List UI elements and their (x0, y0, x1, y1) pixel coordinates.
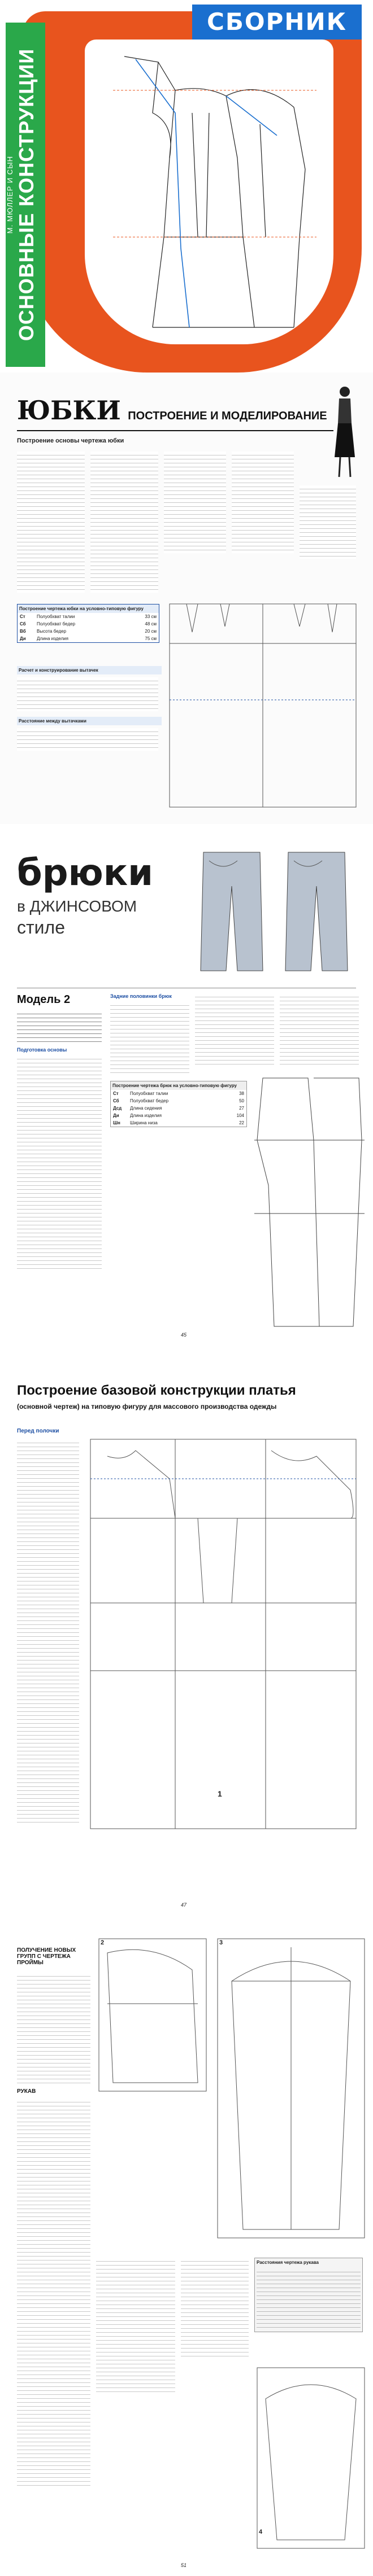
skirts-table-row: Ст Полуобхват талии 33 см (20, 614, 157, 619)
jeans-table-title: Построение чертежа брюк на условно-типовую фигуру (111, 1081, 246, 1090)
skirts-note-body-2 (17, 728, 158, 751)
sleeve-figure-2 (96, 1936, 209, 2094)
dress-text-col (17, 1439, 79, 1823)
sleeve-text-col-1 (17, 1973, 90, 2086)
skirts-table-row: Вб Высота бедер 20 см (20, 629, 157, 634)
sleeve-table-body (257, 2268, 361, 2328)
jeans-table-row: Сб Полуобхват бедер 50 (113, 1098, 244, 1103)
sleeve-figure-4 (254, 2365, 367, 2551)
jeans-table-row: Шн Ширина низа 22 (113, 1120, 244, 1125)
skirts-text-col-5 (300, 485, 356, 559)
cover-pattern-drawing (90, 45, 328, 339)
skirts-note-2: Расстояние между вытачками (17, 717, 162, 725)
jeans-intro (17, 1010, 102, 1044)
jeans-illustration (192, 847, 362, 976)
jeans-text-col-3 (195, 993, 274, 1067)
dress-subsection: Перед полочки (17, 1428, 59, 1434)
jeans-subtitle-2: стиле (17, 917, 65, 937)
skirts-note-1: Расчет и конструирование вытачек (17, 666, 162, 674)
skirts-note-body (17, 677, 158, 711)
jeans-title: брюки (17, 852, 153, 894)
sleeve-figure-label-4: 4 (259, 2529, 263, 2535)
skirts-table-title: Построение чертежа юбки на условно-типовую фигуру (18, 604, 159, 613)
cover-badge-text: СБОРНИК (207, 8, 347, 36)
skirts-title: ЮБКИ (17, 395, 121, 426)
sleeve-section-1: ПОЛУЧЕНИЕ НОВЫХ ГРУПП С ЧЕРТЕЖА ПРОЙМЫ (17, 1947, 76, 1966)
skirts-table-row: Ди Длина изделия 75 см (20, 636, 157, 641)
sleeve-text-col-3 (96, 2258, 175, 2393)
dress-page-number: 47 (181, 1902, 187, 1908)
sleeve-text-col-2 (17, 2099, 90, 2488)
sleeve-section-2: РУКАВ (17, 2088, 36, 2095)
skirts-header-rule (17, 430, 333, 431)
jeans-text-col-1 (17, 1055, 102, 1270)
jeans-subtitle-1: в ДЖИНСОВОМ (17, 897, 137, 915)
jeans-model: Модель 2 (17, 993, 71, 1006)
skirts-fashion-figure (322, 384, 367, 480)
skirts-page (0, 373, 373, 824)
sleeve-figure-label-2: 2 (101, 1939, 105, 1946)
sleeve-table-title: Расстояния чертежа рукава (257, 2260, 319, 2265)
sleeve-page (0, 1919, 373, 2576)
jeans-text-col-2 (110, 1002, 189, 1075)
cover-publisher: М. МЮЛЛЕР И СЫН (6, 156, 14, 234)
jeans-page-number: 45 (181, 1332, 187, 1338)
skirts-pattern-draft (164, 598, 362, 813)
skirts-table (17, 604, 159, 643)
skirts-text-col-2 (90, 452, 158, 593)
skirts-text-col-1 (17, 452, 85, 593)
dress-subtitle: (основной чертеж) на типовую фигуру для массового производства одежды (17, 1403, 277, 1410)
jeans-table (110, 1081, 247, 1127)
jeans-pattern-draft (251, 1072, 367, 1332)
skirts-text-col-3 (164, 452, 226, 553)
cover-badge (192, 5, 362, 40)
skirts-section-title: Построение основы чертежа юбки (17, 437, 124, 444)
cover-page (0, 0, 373, 373)
cover-title: ОСНОВНЫЕ КОНСТРУКЦИИ (15, 48, 38, 341)
skirts-table-row: Сб Полуобхват бедер 48 см (20, 621, 157, 627)
skirts-subtitle: ПОСТРОЕНИЕ И МОДЕЛИРОВАНИЕ (128, 410, 327, 422)
jeans-table-row: Ст Полуобхват талии 38 (113, 1091, 244, 1096)
jeans-text-col-4 (280, 993, 359, 1067)
dress-title: Построение базовой конструкции платья (17, 1383, 296, 1398)
skirts-text-col-4 (232, 452, 294, 553)
dress-page (0, 1349, 373, 1919)
skirts-header (17, 395, 356, 429)
jeans-table-row: Дсд Длина сидения 27 (113, 1106, 244, 1111)
sleeve-figure-3 (215, 1936, 367, 2241)
jeans-page (0, 824, 373, 1349)
sleeve-text-col-4 (181, 2258, 249, 2359)
dress-pattern-draft (85, 1434, 362, 1834)
sleeve-page-number: 51 (181, 2562, 187, 2568)
jeans-section-1: Подготовка основы (17, 1047, 67, 1053)
sleeve-table (254, 2258, 363, 2332)
jeans-table-row: Ди Длина изделия 104 (113, 1113, 244, 1118)
cover-title-vertical (6, 25, 45, 364)
sleeve-figure-label-3: 3 (219, 1939, 223, 1946)
jeans-section-2: Задние половинки брюк (110, 993, 172, 999)
dress-figure-label: 1 (218, 1789, 222, 1798)
